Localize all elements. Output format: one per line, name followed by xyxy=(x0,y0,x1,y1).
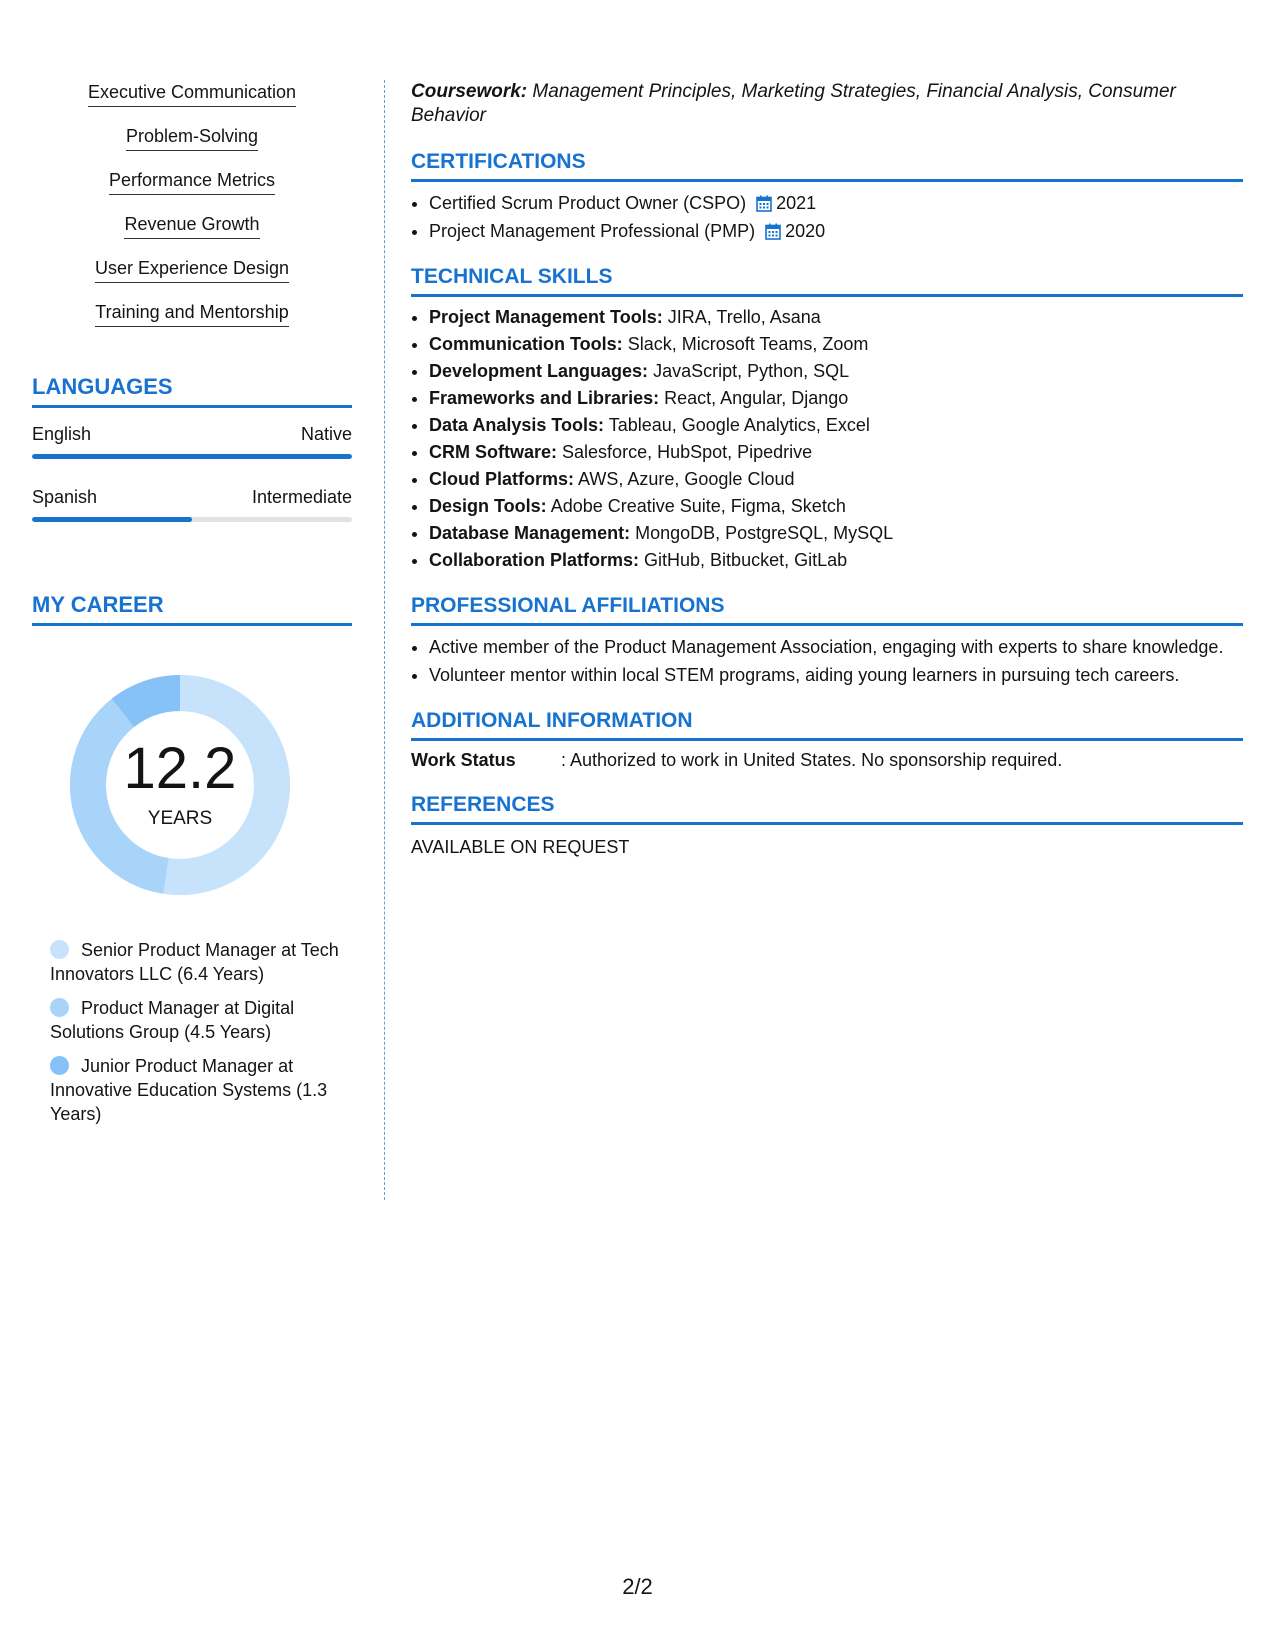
column-divider xyxy=(384,80,385,1200)
certifications-section xyxy=(411,150,1243,243)
career-legend-item xyxy=(50,1054,340,1126)
technical-skill-item xyxy=(429,549,1243,572)
affiliations-title: PROFESSIONAL AFFILIATIONS xyxy=(411,594,1243,626)
technical-skill-value: MongoDB, PostgreSQL, MySQL xyxy=(635,523,894,543)
technical-skill-label: Collaboration Platforms: xyxy=(429,550,640,570)
technical-skill-item xyxy=(429,495,1243,518)
skill-label: Problem-Solving xyxy=(126,126,258,151)
calendar-icon xyxy=(756,195,772,212)
career-section xyxy=(32,592,352,1126)
technical-skill-item xyxy=(429,468,1243,491)
technical-skill-item xyxy=(429,414,1243,437)
technical-skill-item xyxy=(429,441,1243,464)
work-status-row xyxy=(411,750,1243,771)
technical-skills-section xyxy=(411,265,1243,572)
technical-skills-list xyxy=(411,306,1243,572)
technical-skill-item xyxy=(429,387,1243,410)
career-legend-item xyxy=(50,996,340,1044)
skill-label: Performance Metrics xyxy=(109,170,275,195)
technical-skill-value: Salesforce, HubSpot, Pipedrive xyxy=(562,442,813,462)
certification-item xyxy=(429,191,1243,215)
technical-skills-title: TECHNICAL SKILLS xyxy=(411,265,1243,297)
technical-skill-item xyxy=(429,306,1243,329)
technical-skill-value: Adobe Creative Suite, Figma, Sketch xyxy=(550,496,846,516)
technical-skill-label: Database Management: xyxy=(429,523,631,543)
skill-label: Executive Communication xyxy=(88,82,296,107)
skill-item xyxy=(32,82,352,107)
career-total-unit: YEARS xyxy=(147,808,213,829)
skill-item xyxy=(32,302,352,327)
technical-skill-item xyxy=(429,522,1243,545)
language-proficiency-fill xyxy=(32,517,192,522)
references-section xyxy=(411,793,1243,858)
technical-skill-item xyxy=(429,360,1243,383)
technical-skill-label: Data Analysis Tools: xyxy=(429,415,605,435)
skill-label: Revenue Growth xyxy=(124,214,259,239)
certification-name: Certified Scrum Product Owner (CSPO) xyxy=(429,193,747,213)
career-donut-chart xyxy=(65,670,295,900)
coursework-text: Management Principles, Marketing Strategies, Financial Analysis, Consumer Behavior xyxy=(411,81,1176,126)
language-level: Intermediate xyxy=(251,487,352,507)
technical-skill-item xyxy=(429,333,1243,356)
technical-skill-value: Tableau, Google Analytics, Excel xyxy=(608,415,870,435)
technical-skill-value: AWS, Azure, Google Cloud xyxy=(578,469,795,489)
skill-item xyxy=(32,126,352,151)
additional-info-section xyxy=(411,709,1243,771)
legend-dot-icon xyxy=(50,998,69,1017)
certification-year: 2021 xyxy=(776,193,817,213)
skill-label: User Experience Design xyxy=(95,258,289,283)
left-column xyxy=(32,82,352,1136)
affiliations-section xyxy=(411,594,1243,687)
technical-skill-label: Cloud Platforms: xyxy=(429,469,575,489)
references-text: AVAILABLE ON REQUEST xyxy=(411,837,630,857)
language-row-english xyxy=(32,424,352,459)
language-proficiency-bar xyxy=(32,517,352,522)
work-status-value: : Authorized to work in United States. No sponsorship required. xyxy=(561,750,1063,770)
skill-item xyxy=(32,170,352,195)
language-proficiency-bar xyxy=(32,454,352,459)
languages-section xyxy=(32,374,352,522)
certifications-title: CERTIFICATIONS xyxy=(411,150,1243,182)
technical-skill-value: JavaScript, Python, SQL xyxy=(653,361,850,381)
language-proficiency-fill xyxy=(32,454,352,459)
language-row-spanish xyxy=(32,487,352,522)
skill-item xyxy=(32,258,352,283)
skills-list xyxy=(32,82,352,327)
technical-skill-label: CRM Software: xyxy=(429,442,558,462)
legend-dot-icon xyxy=(50,1056,69,1075)
career-legend-label: Product Manager at Digital Solutions Group (4.5 Years) xyxy=(50,998,295,1042)
language-name: Spanish xyxy=(32,487,98,507)
career-legend-label: Junior Product Manager at Innovative Education Systems (1.3 Years) xyxy=(50,1056,328,1124)
affiliation-item: • Volunteer mentor within local STEM programs, aiding young learners in pursuing tech careers. xyxy=(429,663,1243,687)
career-legend xyxy=(32,938,340,1126)
coursework-label: Coursework: xyxy=(411,81,528,102)
certification-name: Project Management Professional (PMP) xyxy=(429,221,756,241)
languages-title: LANGUAGES xyxy=(32,374,352,408)
technical-skill-label: Frameworks and Libraries: xyxy=(429,388,660,408)
affiliation-item: • Active member of the Product Management Association, engaging with experts to share knowledge. xyxy=(429,635,1243,659)
certification-item xyxy=(429,219,1243,243)
skill-label: Training and Mentorship xyxy=(95,302,288,327)
page-number: 2/2 xyxy=(622,1574,653,1599)
career-total-years: 12.2 xyxy=(123,736,237,801)
certification-year: 2020 xyxy=(785,221,826,241)
certifications-list xyxy=(411,191,1243,243)
technical-skill-value: React, Angular, Django xyxy=(664,388,849,408)
calendar-icon xyxy=(765,223,781,240)
career-legend-item xyxy=(50,938,340,986)
legend-dot-icon xyxy=(50,940,69,959)
technical-skill-value: Slack, Microsoft Teams, Zoom xyxy=(627,334,869,354)
technical-skill-label: Project Management Tools: xyxy=(429,307,663,327)
coursework xyxy=(411,80,1243,128)
work-status-label: Work Status xyxy=(411,750,516,770)
skill-item xyxy=(32,214,352,239)
affiliations-list xyxy=(411,635,1243,687)
technical-skill-value: GitHub, Bitbucket, GitLab xyxy=(644,550,848,570)
language-level: Native xyxy=(300,424,352,444)
references-title: REFERENCES xyxy=(411,793,1243,825)
technical-skill-label: Development Languages: xyxy=(429,361,649,381)
technical-skill-label: Design Tools: xyxy=(429,496,547,516)
right-column xyxy=(411,80,1243,858)
career-legend-label: Senior Product Manager at Tech Innovators LLC (6.4 Years) xyxy=(50,940,339,984)
career-title: MY CAREER xyxy=(32,592,352,626)
technical-skill-label: Communication Tools: xyxy=(429,334,623,354)
additional-info-title: ADDITIONAL INFORMATION xyxy=(411,709,1243,741)
technical-skill-value: JIRA, Trello, Asana xyxy=(667,307,821,327)
language-name: English xyxy=(32,424,92,444)
